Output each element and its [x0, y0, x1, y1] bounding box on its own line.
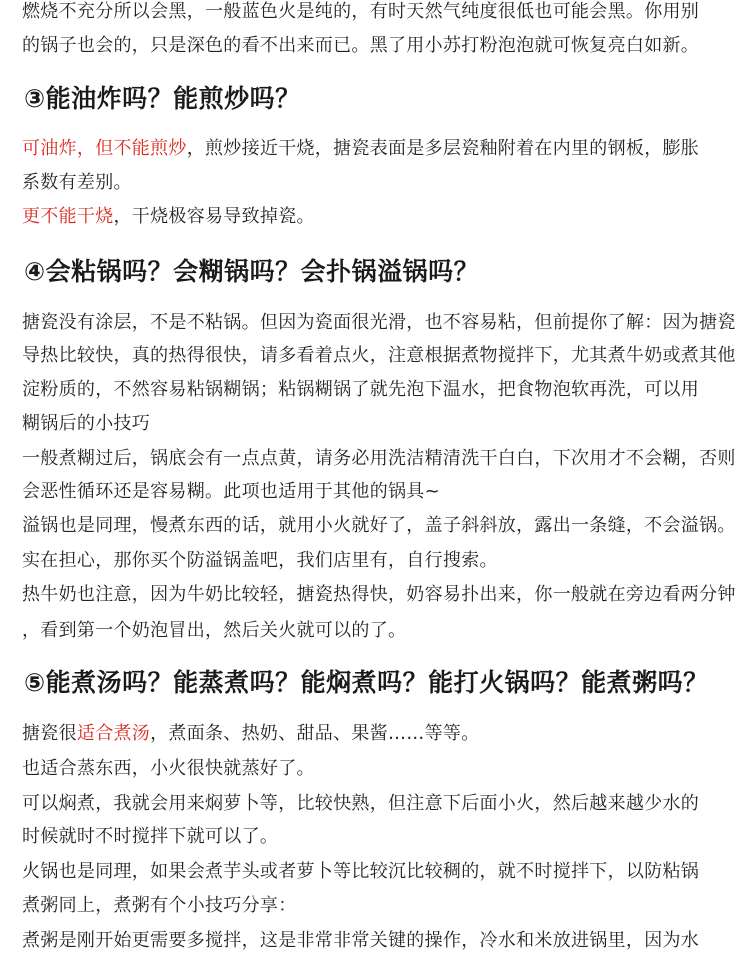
section-5-line: 时候就时不时搅拌下就可以了。 [22, 826, 279, 847]
section-4-line: 实在担心，那你买个防溢锅盖吧，我们店里有，自行搜索。 [22, 550, 498, 571]
intro-line-2: 的锅子也会的，只是深色的看不出来而已。黑了用小苏打粉泡泡就可恢复亮白如新。 [22, 35, 700, 56]
highlight-can-fry: 可油炸，但不能煎炒 [22, 138, 187, 159]
section-5-text: 搪瓷很 [22, 723, 77, 744]
section-3-paragraph-2 [22, 204, 315, 230]
section-4-line: 搪瓷没有涂层，不是不粘锅。但因为瓷面很光滑，也不容易粘，但前提你了解：因为搪瓷 [22, 312, 736, 333]
section-5-line: 煮粥是刚开始更需要多搅拌，这是非常非常关键的操作，冷水和米放进锅里，因为水 [22, 930, 700, 951]
section-4-line: 会恶性循环还是容易糊。此项也适用于其他的锅具~ [22, 481, 440, 502]
section-3-text: ，干烧极容易导致掉瓷。 [113, 206, 315, 227]
section-4-line: 淀粉质的，不然容易粘锅糊锅；粘锅糊锅了就先泡下温水，把食物泡软再洗，可以用 [22, 379, 700, 400]
section-5-line-1 [22, 721, 480, 747]
section-5-heading: ⑤能煮汤吗？能蒸煮吗？能焖煮吗？能打火锅吗？能煮粥吗？ [24, 668, 709, 697]
section-3-paragraph-1-cont: 系数有差别。 [22, 172, 132, 193]
section-3-heading: ③能油炸吗？能煎炒吗？ [24, 84, 301, 113]
section-5-line: 也适合蒸东西，小火很快就蒸好了。 [22, 758, 315, 779]
highlight-soup: 适合煮汤 [76, 723, 151, 744]
section-4-heading: ④会粘锅吗？会糊锅吗？会扑锅溢锅吗？ [24, 257, 480, 286]
section-5-line: 可以焖煮，我就会用来焖萝卜等，比较快熟，但注意下后面小火，然后越来越少水的 [22, 793, 700, 814]
highlight-no-dry-burn: 更不能干烧 [22, 206, 114, 227]
section-4-line: 一般煮糊过后，锅底会有一点点黄，请务必用洗洁精清洗干白白，下次用才不会糊，否则 [22, 448, 736, 469]
section-3-text: ，煎炒接近干烧，搪瓷表面是多层瓷釉附着在内里的钢板，膨胀 [186, 138, 700, 159]
section-4-line: 糊锅后的小技巧 [22, 413, 151, 434]
section-4-line: 导热比较快，真的热得很快，请多看着点火，注意根据煮物搅拌下，尤其煮牛奶或煮其他 [22, 345, 736, 366]
section-4-line: ，看到第一个奶泡冒出，然后关火就可以的了。 [22, 620, 407, 641]
section-4-line: 热牛奶也注意，因为牛奶比较轻，搪瓷热得快，奶容易扑出来，你一般就在旁边看两分钟 [22, 584, 736, 605]
intro-line-1: 燃烧不充分所以会黑，一般蓝色火是纯的，有时天然气纯度很低也可能会黑。你用别 [22, 1, 700, 22]
section-4-line: 溢锅也是同理，慢煮东西的话，就用小火就好了，盖子斜斜放，露出一条缝，不会溢锅。 [22, 515, 736, 536]
section-5-line: 煮粥同上，煮粥有个小技巧分享： [22, 895, 297, 916]
section-5-text: ，煮面条、热奶、甜品、果酱……等等。 [150, 723, 480, 744]
section-5-line: 火锅也是同理，如果会煮芋头或者萝卜等比较沉比较稠的，就不时搅拌下，以防粘锅 [22, 861, 700, 882]
section-3-paragraph-1 [22, 136, 699, 162]
